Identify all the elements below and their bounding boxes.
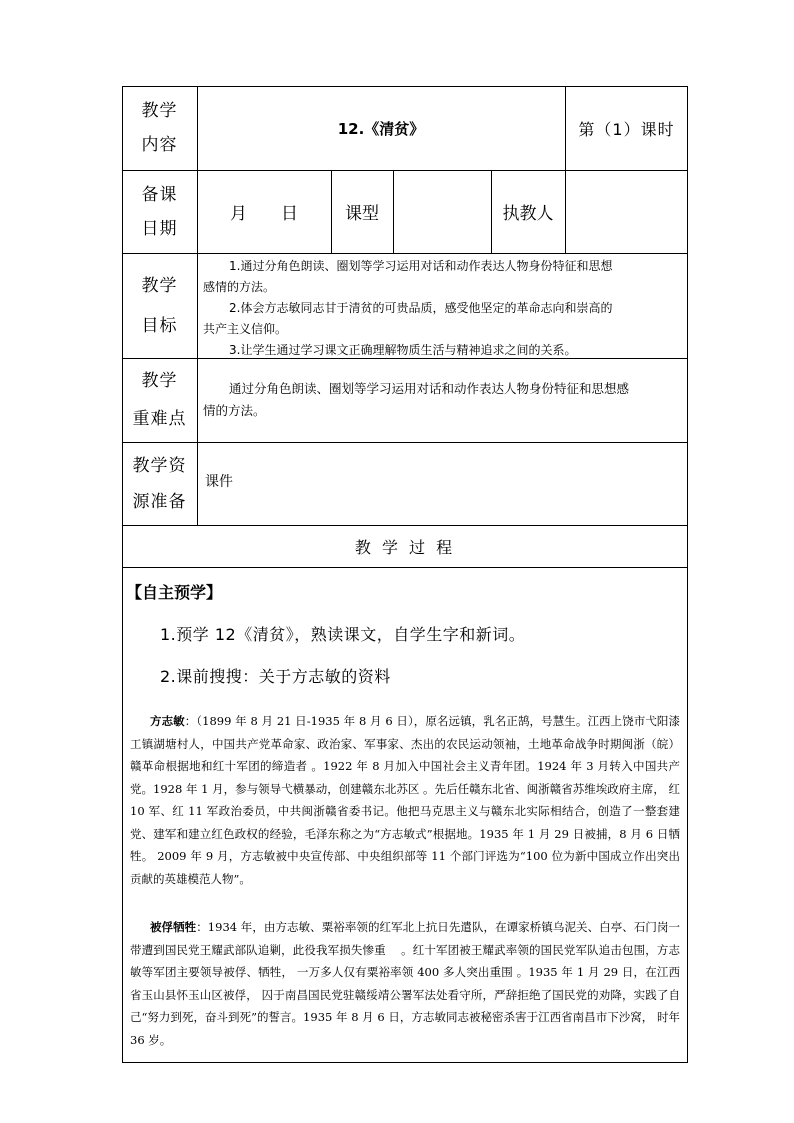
teacher-value	[565, 170, 688, 253]
bio-name: 方志敏	[150, 714, 185, 728]
teacher-label: 执教人	[502, 204, 554, 224]
goals-label: 教学 目标	[141, 275, 178, 336]
goals-list	[203, 256, 685, 361]
lower-box-right-border	[687, 568, 688, 1063]
goal-line: 3.让学生通过学习课文正确理解物质生活与精神追求之间的关系。	[229, 343, 577, 357]
self-study-question-2: 2.课前搜搜：关于方志敏的资料	[160, 667, 391, 686]
key-points-text: 通过分角色朗读、圈划等学习运用对话和动作表达人物身份特征和思想感 情的方法。	[203, 381, 630, 418]
resources-value: 课件	[205, 474, 233, 490]
goal-line: 2.体会方志敏同志甘于清贫的可贵品质，感受他坚定的革命志向和崇高的	[229, 301, 613, 315]
goal-line: 1.通过分角色朗读、圈划等学习运用对话和动作表达人物身份特征和思想	[229, 259, 613, 273]
arrest-name: 被俘牺牲	[150, 920, 197, 934]
prep-date-label: 备课 日期	[141, 184, 178, 239]
lesson-title: 12.《清贫》	[337, 119, 425, 138]
process-heading: 教 学 过 程	[354, 538, 456, 557]
arrest-paragraph: 被俘牺牲：1934 年，由方志敏、粟裕率领的红军北上抗日先遣队，在谭家桥镇乌泥关、白亭、石门岗一带遭到国民党王耀武部队追剿，此役我军损失惨重 。红十军团被王耀武率领的国民党军队追击包围，方志敏等军团主要领导被俘、牺牲， 一万多人仅有粟裕率领 400 多人突出重围 。1935 年 1 月 29 日，在江西省玉山县怀玉山区被俘， 囚于南昌国民党驻赣绥靖公署军法处看守所，严辞拒绝了国民党的劝降，实践了自己“努力到死，奋斗到死”的誓言。1935 年 8 月 6 日，方志敏同志被秘密杀害于江西省南昌市下沙窝， 时年 36 岁。	[130, 920, 681, 1047]
row-divider	[122, 253, 688, 254]
self-study-heading: 【自主预学】	[126, 583, 223, 602]
lower-box-bottom-border	[122, 1062, 688, 1063]
key-points-label: 教学 重难点	[132, 371, 187, 429]
goal-line: 共产主义信仰。	[203, 322, 288, 336]
prep-date-value: 月 日	[230, 204, 298, 224]
goal-line: 感情的方法。	[203, 280, 276, 294]
row-divider	[122, 442, 688, 443]
bio-paragraph: 方志敏：（1899 年 8 月 21 日-1935 年 8 月 6 日），原名远镇，乳名正鹄，号慧生。江西上饶市弋阳漆工镇湖塘村人，中国共产党革命家、政治家、军事家、杰出的农民运动领袖，土地革命战争时期闽浙（皖）赣革命根据地和红十军团的缔造者 。1922 年 8 月加入中国社会主义青年团。1924 年 3 月转入中国共产党。1928 年 1 月，参与领导弋横暴动，创建赣东北苏区 。先后任赣东北省、闽浙赣省苏维埃政府主席， 红 10 军、红 11 军政治委员，中共闽浙赣省委书记。他把马克思主义与赣东北实际相结合，创造了一整套建党、建军和建立红色政权的经验，毛泽东称之为“方志敏式”根据地。1935 年 1 月 29 日被捕，8 月 6 日牺牲。 2009 年 9 月，方志敏被中央宣传部、中央组织部等 11 个部门评选为“100 位为新中国成立作出突出贡献的英雄模范人物”。	[130, 714, 680, 886]
lower-box-left-border	[122, 568, 123, 1063]
lesson-type-value	[393, 170, 491, 253]
resources-label: 教学资 源准备	[132, 455, 187, 512]
self-study-question-1: 1.预学 12《清贫》，熟读课文，自学生字和新词。	[160, 625, 526, 644]
lesson-type-label: 课型	[345, 204, 379, 224]
lesson-period: 第（1）课时	[578, 119, 675, 139]
content-label: 教学 内容	[141, 101, 178, 155]
